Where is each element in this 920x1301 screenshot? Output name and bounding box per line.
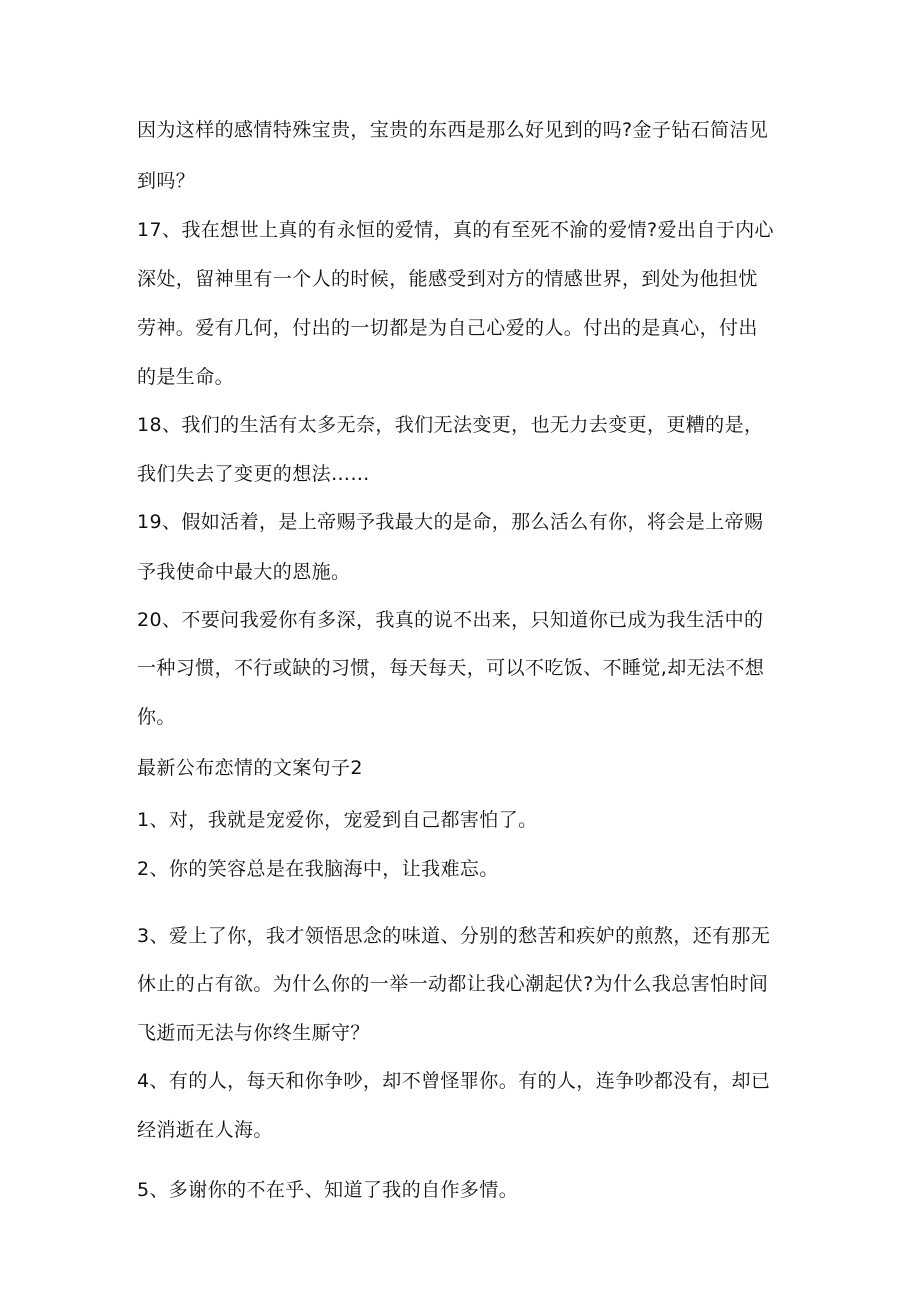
text-line: 劳神。爱有几何，付出的一切都是为自己心爱的人。付出的是真心，付出 [137,317,758,339]
text-line: 5、多谢你的不在乎、知道了我的自作多情。 [137,1179,519,1201]
text-line: 经消逝在人海。 [137,1119,273,1141]
text-line: 18、我们的生活有太多无奈，我们无法变更，也无力去变更，更糟的是， [137,414,764,436]
text-line: 19、假如活着，是上帝赐予我最大的是命，那么活么有你，将会是上帝赐 [137,511,764,533]
text-line: 休止的占有欲。为什么你的一举一动都让我心潮起伏?为什么我总害怕时间 [137,973,769,995]
text-line: 予我使命中最大的恩施。 [137,561,351,583]
text-line: 深处，留神里有一个人的时候，能感受到对方的情感世界，到处为他担忧 [137,268,758,290]
text-line: 我们失去了变更的想法…… [137,463,370,485]
text-line: 的是生命。 [137,366,235,388]
text-line: 17、我在想世上真的有永恒的爱情，真的有至死不渝的爱情?爱出自于内心 [137,219,774,241]
text-line: 因为这样的感情特殊宝贵，宝贵的东西是那么好见到的吗?金子钻石简洁见 [137,119,769,141]
section-heading: 最新公布恋情的文案句子2 [137,757,363,779]
text-line: 到吗？ [137,170,196,192]
text-line: 2、你的笑容总是在我脑海中，让我难忘。 [137,858,499,880]
text-line: 1、对，我就是宠爱你，宠爱到自己都害怕了。 [137,809,538,831]
text-line: 4、有的人，每天和你争吵，却不曾怪罪你。有的人，连争吵都没有，却已 [137,1070,771,1092]
text-line: 一种习惯，不行或缺的习惯，每天每天，可以不吃饭、不睡觉,却无法不想 [137,657,765,679]
text-line: 你。 [137,706,176,728]
text-line: 3、爱上了你，我才领悟思念的味道、分别的愁苦和疾妒的煎熬，还有那无 [137,925,771,947]
text-line: 飞逝而无法与你终生厮守？ [137,1022,370,1044]
text-line: 20、不要问我爱你有多深，我真的说不出来，只知道你已成为我生活中的 [137,609,764,631]
